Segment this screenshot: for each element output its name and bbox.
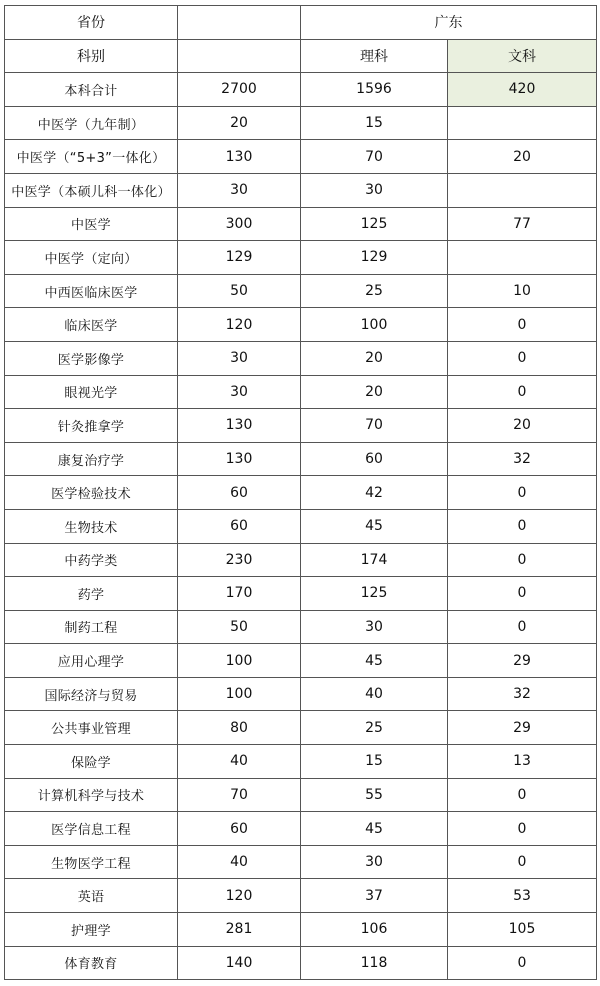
total-cell: 230 (178, 543, 301, 577)
liberal-cell (448, 106, 597, 140)
liberal-cell: 0 (448, 577, 597, 611)
science-cell: 42 (301, 476, 448, 510)
major-name-cell: 中医学 (5, 207, 178, 241)
science-label: 理科 (301, 39, 448, 73)
table-row (5, 341, 597, 375)
major-name-cell: 护理学 (5, 913, 178, 947)
major-name-cell: 公共事业管理 (5, 711, 178, 745)
liberal-cell: 13 (448, 745, 597, 779)
liberal-cell: 10 (448, 274, 597, 308)
major-name-cell: 生物技术 (5, 509, 178, 543)
liberal-cell: 0 (448, 845, 597, 879)
table-row (5, 577, 597, 611)
total-name: 本科合计 (5, 73, 178, 107)
major-name-cell: 英语 (5, 879, 178, 913)
header-row-category (5, 39, 597, 73)
total-cell: 130 (178, 442, 301, 476)
province-value: 广东 (301, 6, 597, 40)
table-body (5, 6, 597, 980)
liberal-label: 文科 (448, 39, 597, 73)
total-cell: 20 (178, 106, 301, 140)
liberal-cell: 20 (448, 409, 597, 443)
total-total: 2700 (178, 73, 301, 107)
science-cell: 20 (301, 341, 448, 375)
table-row (5, 644, 597, 678)
total-cell: 40 (178, 745, 301, 779)
science-cell: 25 (301, 274, 448, 308)
science-cell: 45 (301, 509, 448, 543)
liberal-cell: 0 (448, 543, 597, 577)
table-row (5, 745, 597, 779)
science-cell: 174 (301, 543, 448, 577)
major-name-cell: 中药学类 (5, 543, 178, 577)
table-row (5, 140, 597, 174)
science-cell: 125 (301, 577, 448, 611)
table-row (5, 845, 597, 879)
enrollment-plan-table (4, 5, 597, 980)
total-cell: 60 (178, 476, 301, 510)
science-cell: 30 (301, 845, 448, 879)
major-name-cell: 针灸推拿学 (5, 409, 178, 443)
table-row (5, 610, 597, 644)
category-label: 科别 (5, 39, 178, 73)
table-row (5, 106, 597, 140)
liberal-cell: 77 (448, 207, 597, 241)
liberal-cell (448, 241, 597, 275)
science-cell: 45 (301, 644, 448, 678)
major-name-cell: 中医学（九年制） (5, 106, 178, 140)
header-row-province (5, 6, 597, 40)
table-row (5, 274, 597, 308)
total-cell: 40 (178, 845, 301, 879)
table-row (5, 241, 597, 275)
total-cell: 30 (178, 173, 301, 207)
liberal-cell: 0 (448, 812, 597, 846)
table-row (5, 308, 597, 342)
total-cell: 60 (178, 812, 301, 846)
science-cell: 45 (301, 812, 448, 846)
major-name-cell: 计算机科学与技术 (5, 778, 178, 812)
table-row (5, 442, 597, 476)
major-name-cell: 体育教育 (5, 946, 178, 980)
science-cell: 25 (301, 711, 448, 745)
liberal-cell: 0 (448, 509, 597, 543)
total-cell: 140 (178, 946, 301, 980)
major-name-cell: 医学信息工程 (5, 812, 178, 846)
total-cell: 120 (178, 879, 301, 913)
major-name-cell: 眼视光学 (5, 375, 178, 409)
total-cell: 30 (178, 375, 301, 409)
total-cell: 170 (178, 577, 301, 611)
total-cell: 50 (178, 274, 301, 308)
liberal-cell: 29 (448, 644, 597, 678)
province-label: 省份 (5, 6, 178, 40)
major-name-cell: 医学检验技术 (5, 476, 178, 510)
total-cell: 30 (178, 341, 301, 375)
table-row (5, 778, 597, 812)
total-row (5, 73, 597, 107)
major-name-cell: 中医学（定向） (5, 241, 178, 275)
total-cell: 100 (178, 677, 301, 711)
major-name-cell: 保险学 (5, 745, 178, 779)
total-cell: 281 (178, 913, 301, 947)
liberal-cell: 0 (448, 610, 597, 644)
liberal-cell: 29 (448, 711, 597, 745)
table-row (5, 946, 597, 980)
liberal-cell: 32 (448, 677, 597, 711)
major-name-cell: 药学 (5, 577, 178, 611)
liberal-cell: 0 (448, 341, 597, 375)
total-science: 1596 (301, 73, 448, 107)
total-cell: 130 (178, 409, 301, 443)
total-cell: 60 (178, 509, 301, 543)
science-cell: 40 (301, 677, 448, 711)
table-row (5, 375, 597, 409)
liberal-cell: 0 (448, 946, 597, 980)
liberal-cell: 0 (448, 778, 597, 812)
table-row (5, 207, 597, 241)
total-liberal: 420 (448, 73, 597, 107)
empty-cell (178, 6, 301, 40)
total-cell: 130 (178, 140, 301, 174)
total-cell: 129 (178, 241, 301, 275)
science-cell: 129 (301, 241, 448, 275)
science-cell: 118 (301, 946, 448, 980)
liberal-cell: 53 (448, 879, 597, 913)
major-name-cell: 中医学（“5+3”一体化） (5, 140, 178, 174)
liberal-cell (448, 173, 597, 207)
major-name-cell: 制药工程 (5, 610, 178, 644)
table-row (5, 173, 597, 207)
science-cell: 37 (301, 879, 448, 913)
science-cell: 30 (301, 610, 448, 644)
table-row (5, 711, 597, 745)
liberal-cell: 20 (448, 140, 597, 174)
major-name-cell: 医学影像学 (5, 341, 178, 375)
table-row (5, 812, 597, 846)
science-cell: 15 (301, 745, 448, 779)
major-name-cell: 中西医临床医学 (5, 274, 178, 308)
science-cell: 125 (301, 207, 448, 241)
liberal-cell: 0 (448, 476, 597, 510)
science-cell: 15 (301, 106, 448, 140)
science-cell: 55 (301, 778, 448, 812)
major-name-cell: 临床医学 (5, 308, 178, 342)
major-name-cell: 康复治疗学 (5, 442, 178, 476)
table-row (5, 879, 597, 913)
liberal-cell: 0 (448, 375, 597, 409)
table-row (5, 913, 597, 947)
science-cell: 30 (301, 173, 448, 207)
science-cell: 70 (301, 140, 448, 174)
science-cell: 100 (301, 308, 448, 342)
science-cell: 106 (301, 913, 448, 947)
table-row (5, 509, 597, 543)
liberal-cell: 105 (448, 913, 597, 947)
science-cell: 60 (301, 442, 448, 476)
total-cell: 300 (178, 207, 301, 241)
table-row (5, 677, 597, 711)
total-cell: 100 (178, 644, 301, 678)
major-name-cell: 国际经济与贸易 (5, 677, 178, 711)
total-cell: 70 (178, 778, 301, 812)
major-name-cell: 生物医学工程 (5, 845, 178, 879)
total-cell: 120 (178, 308, 301, 342)
major-name-cell: 应用心理学 (5, 644, 178, 678)
total-cell: 50 (178, 610, 301, 644)
table-row (5, 476, 597, 510)
table-row (5, 543, 597, 577)
empty-cell (178, 39, 301, 73)
liberal-cell: 32 (448, 442, 597, 476)
liberal-cell: 0 (448, 308, 597, 342)
total-cell: 80 (178, 711, 301, 745)
major-name-cell: 中医学（本硕儿科一体化） (5, 173, 178, 207)
science-cell: 20 (301, 375, 448, 409)
science-cell: 70 (301, 409, 448, 443)
table-row (5, 409, 597, 443)
